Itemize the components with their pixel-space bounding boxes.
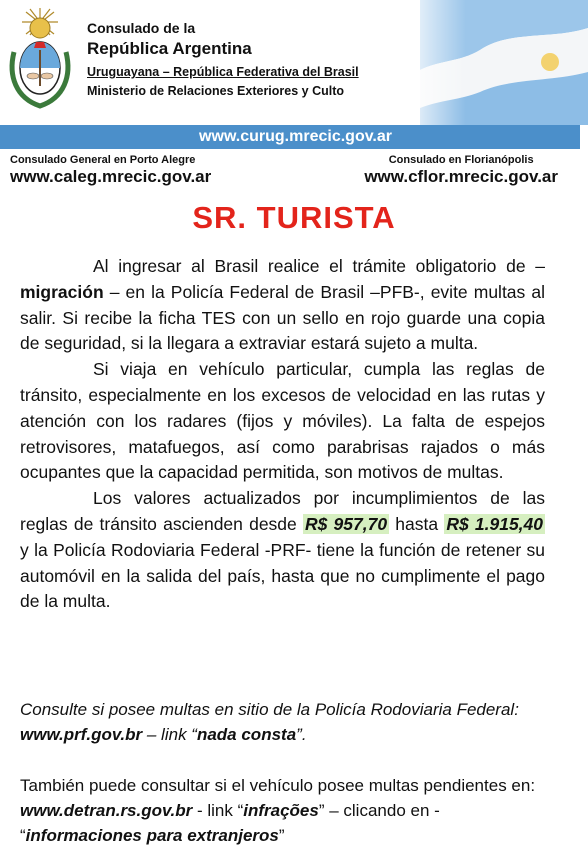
note-text: También puede consultar si el vehículo posee multas pendientes en: (20, 776, 536, 795)
nada-consta-link[interactable]: nada consta (196, 725, 297, 744)
main-website-bar (0, 125, 580, 149)
migracion-keyword: migración (20, 281, 104, 302)
florianopolis-url[interactable]: www.cflor.mrecic.gov.ar (364, 167, 558, 186)
notice-body (20, 254, 545, 615)
detran-lookup-note (20, 773, 550, 848)
paragraph-text: Al ingresar al Brasil realice el trámite obligatorio de – (93, 256, 545, 276)
paragraph-text: Los valores actualizados por incumplimientos de las reglas de tránsito ascienden desde (20, 488, 545, 534)
consulate-heading (87, 20, 359, 98)
note-text: Consulte si posee multas en sitio de la Policía Rodoviaria Federal: (20, 700, 519, 719)
max-fine-amount: R$ 1.915,40 (446, 513, 544, 534)
note-text: - link “ (192, 801, 244, 820)
paragraph-migration (20, 254, 545, 357)
prf-url[interactable]: www.prf.gov.br (20, 725, 143, 744)
main-website-url[interactable]: www.curug.mrecic.gov.ar (199, 128, 392, 145)
note-text: ” – clicando en - “ (20, 801, 440, 845)
extranjeros-link[interactable]: informaciones para extranjeros (25, 826, 279, 845)
note-text: ”. (296, 725, 307, 744)
argentina-coat-of-arms-icon (6, 6, 74, 110)
porto-alegre-name: Consulado General en Porto Alegre (10, 154, 196, 166)
ministry-name: Ministerio de Relaciones Exteriores y Culto (87, 84, 345, 98)
paragraph-text: y la Policía Rodoviaria Federal -PRF- tiene la función de retener su automóvil en la salida del país, hasta que no cumplimente el pago de la multa. (20, 539, 545, 612)
note-text: ” (278, 826, 285, 845)
paragraph-text: hasta (389, 513, 445, 534)
infracoes-link[interactable]: infrações (243, 801, 319, 820)
paragraph-traffic: Si viaja en vehículo particular, cumpla las reglas de tránsito, especialmente en los excesos de velocidad en las rutas y atención con los radares (fijos y móviles). La falta de espejos retrovisores, matafuegos, así como parabrisas rajados o más ocupantes que la capacidad permitida, son motivos de multas. (20, 359, 545, 483)
porto-alegre-url[interactable]: www.caleg.mrecic.gov.ar (10, 167, 212, 186)
paragraph-fines (20, 486, 545, 615)
detran-url[interactable]: www.detran.rs.gov.br (20, 801, 193, 820)
consulate-location: Uruguayana – República Federativa del Brasil (87, 65, 359, 79)
porto-alegre-consulate (10, 154, 211, 187)
min-fine-amount: R$ 957,70 (304, 513, 388, 534)
letterhead (0, 0, 588, 125)
country-name: República Argentina (87, 39, 252, 58)
argentina-flag-icon (400, 0, 588, 125)
florianopolis-name: Consulado en Florianópolis (388, 154, 534, 166)
consulado-label: Consulado de la (87, 20, 196, 36)
prf-lookup-note (20, 697, 550, 747)
florianopolis-consulate (364, 154, 558, 187)
paragraph-text: – en la Policía Federal de Brasil –PFB-, evite multas al salir. Si recibe la ficha TES con un sello en rojo guarde una copia de seguridad, si la llegara a extraviar estará sujeto a multa. (20, 281, 545, 354)
note-text: – link “ (142, 725, 197, 744)
page-title: SR. TURISTA (192, 200, 396, 235)
